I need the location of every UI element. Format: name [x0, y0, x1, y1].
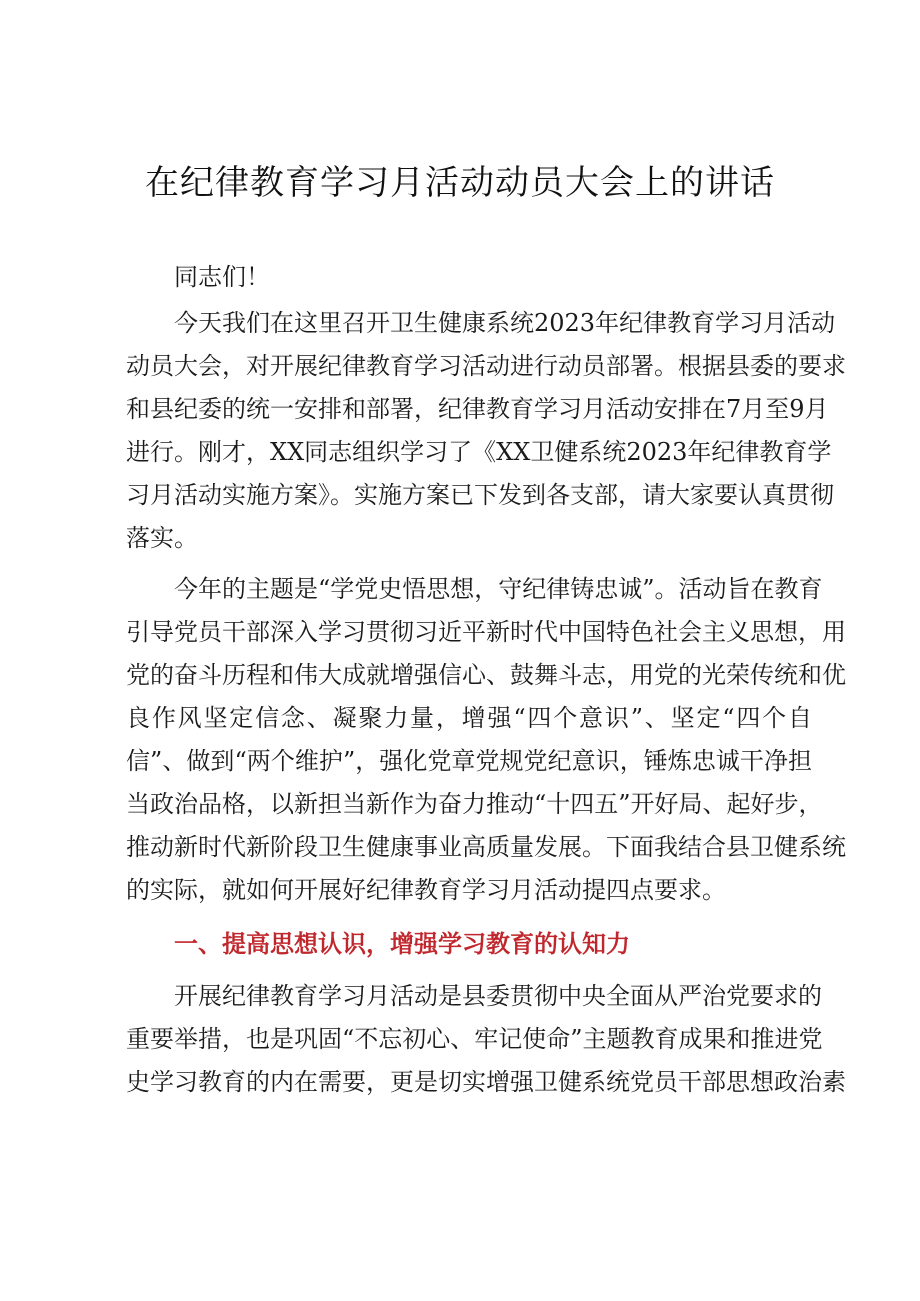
body-line: 开展纪律教育学习月活动是县委贯彻中央全面从严治党要求的 — [174, 982, 822, 1010]
document-title: 在纪律教育学习月活动动员大会上的讲话 — [145, 163, 775, 203]
body-line: 信”、做到“两个维护”，强化党章党规党纪意识，锤炼忠诚干净担 — [126, 747, 812, 775]
body-line: 当政治品格，以新担当新作为奋力推动“十四五”开好局、起好步， — [126, 790, 823, 818]
body-line: 进行。刚才，XX同志组织学习了《XX卫健系统2023年纪律教育学 — [126, 438, 832, 466]
body-line: 和县纪委的统一安排和部署，纪律教育学习月活动安排在7月至9月 — [126, 395, 829, 423]
body-line: 推动新时代新阶段卫生健康事业高质量发展。下面我结合县卫健系统 — [126, 833, 846, 861]
body-line: 党的奋斗历程和伟大成就增强信心、鼓舞斗志，用党的光荣传统和优 — [126, 661, 846, 689]
body-line: 落实。 — [126, 524, 198, 552]
body-line: 动员大会，对开展纪律教育学习活动进行动员部署。根据县委的要求 — [126, 352, 846, 380]
body-line: 习月活动实施方案》。实施方案已下发到各支部，请大家要认真贯彻 — [126, 481, 834, 509]
body-line: 引导党员干部深入学习贯彻习近平新时代中国特色社会主义思想，用 — [126, 618, 846, 646]
body-line: 重要举措，也是巩固“不忘初心、牢记使命”主题教育成果和推进党 — [126, 1025, 823, 1053]
salutation: 同志们！ — [174, 263, 270, 291]
body-line: 史学习教育的内在需要，更是切实增强卫健系统党员干部思想政治素 — [126, 1068, 846, 1096]
body-line: 的实际，就如何开展好纪律教育学习月活动提四点要求。 — [126, 876, 726, 904]
body-line: 良作风坚定信念、凝聚力量，增强“四个意识”、坚定“四个自 — [126, 704, 812, 732]
section-heading: 一、提高思想认识，增强学习教育的认知力 — [174, 930, 630, 958]
body-line: 今天我们在这里召开卫生健康系统2023年纪律教育学习月活动 — [174, 309, 836, 337]
body-line: 今年的主题是“学党史悟思想，守纪律铸忠诚”。活动旨在教育 — [174, 575, 823, 603]
